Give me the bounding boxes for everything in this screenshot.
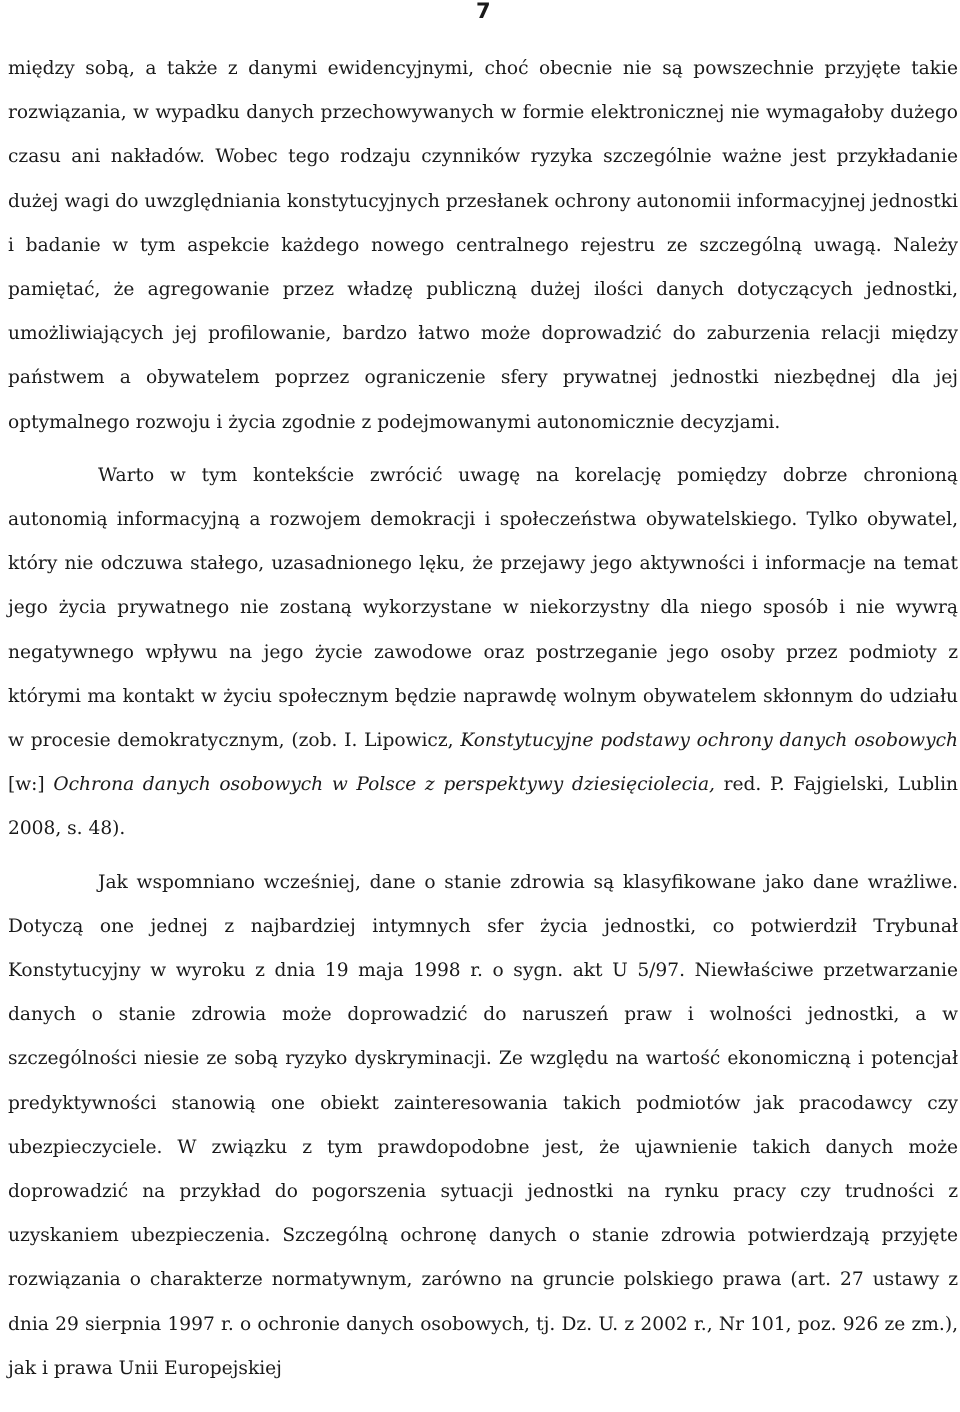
document-body — [8, 47, 958, 1391]
paragraph-1: między sobą, a także z danymi ewidencyjnymi, choć obecnie nie są powszechnie przyjęte takie rozwiązania, w wypadku danych przechowywanych w formie elektronicznej nie wymagałoby dużego czasu ani nakładów. Wobec tego rodzaju czynników ryzyka szczególnie ważne jest przykładanie dużej wagi do uwzględniania konstytucyjnych przesłanek ochrony autonomii informacyjnej jednostki i badanie w tym aspekcie każdego nowego centralnego rejestru ze szczególną uwagą. Należy pamiętać, że agregowanie przez władzę publiczną dużej ilości danych dotyczących jednostki, umożliwiających jej profilowanie, bardzo łatwo może doprowadzić do zaburzenia relacji między państwem a obywatelem poprzez ograniczenie sfery prywatnej jednostki niezbędnej dla jej optymalnego rozwoju i życia zgodnie z podejmowanymi autonomicznie decyzjami. — [8, 58, 958, 433]
paragraph-2-text-b: [w:] — [8, 774, 45, 796]
paragraph-3: Jak wspomniano wcześniej, dane o stanie zdrowia są klasyfikowane jako dane wrażliwe. Dotyczą one jednej z najbardziej intymnych sfer życia jednostki, co potwierdził Trybunał Konstytucyjny w wyroku z dnia 19 maja 1998 r. o sygn. akt U 5/97. Niewłaściwe przetwarzanie danych o stanie zdrowia może doprowadzić do naruszeń praw i wolności jednostki, a w szczególności niesie ze sobą ryzyko dyskryminacji. Ze względu na wartość ekonomiczną i potencjał predyktywności stanowią one obiekt zainteresowania takich podmiotów jak pracodawcy czy ubezpieczyciele. W związku z tym prawdopodobne jest, że ujawnienie takich danych może doprowadzić na przykład do pogorszenia sytuacji jednostki na rynku pracy czy trudności z uzyskaniem ubezpieczenia. Szczególną ochronę danych o stanie zdrowia potwierdzają przyjęte rozwiązania o charakterze normatywnym, zarówno na gruncie polskiego prawa (art. 27 ustawy z dnia 29 sierpnia 1997 r. o ochronie danych osobowych, tj. Dz. U. z 2002 r., Nr 101, poz. 926 ze zm.), jak i prawa Unii Europejskiej — [8, 871, 958, 1379]
citation-title-2: Ochrona danych osobowych w Polsce z perspektywy dziesięciolecia, — [53, 774, 715, 796]
paragraph-2-text-a: Warto w tym kontekście zwrócić uwagę na korelację pomiędzy dobrze chronioną autonomią informacyjną a rozwojem demokracji i społeczeństwa obywatelskiego. Tylko obywatel, który nie odczuwa stałego, uzasadnionego lęku, że przejawy jego aktywności i informacje na temat jego życia prywatnego nie zostaną wykorzystane w niekorzystny dla niego sposób i nie wywrą negatywnego wpływu na jego życie zawodowe oraz postrzeganie jego osoby przez podmioty z którymi ma kontakt w życiu społecznym będzie naprawdę wolnym obywatelem skłonnym do udziału w procesie demokratycznym, (zob. I. Lipowicz, — [8, 464, 958, 752]
citation-title-1: Konstytucyjne podstawy ochrony danych osobowych — [460, 730, 958, 752]
page-number: 7 — [476, 0, 491, 23]
paragraph-2-text-c: red. P. Fajgielski, Lublin 2008, s. 48). — [8, 774, 958, 840]
paragraph-2 — [8, 454, 958, 852]
